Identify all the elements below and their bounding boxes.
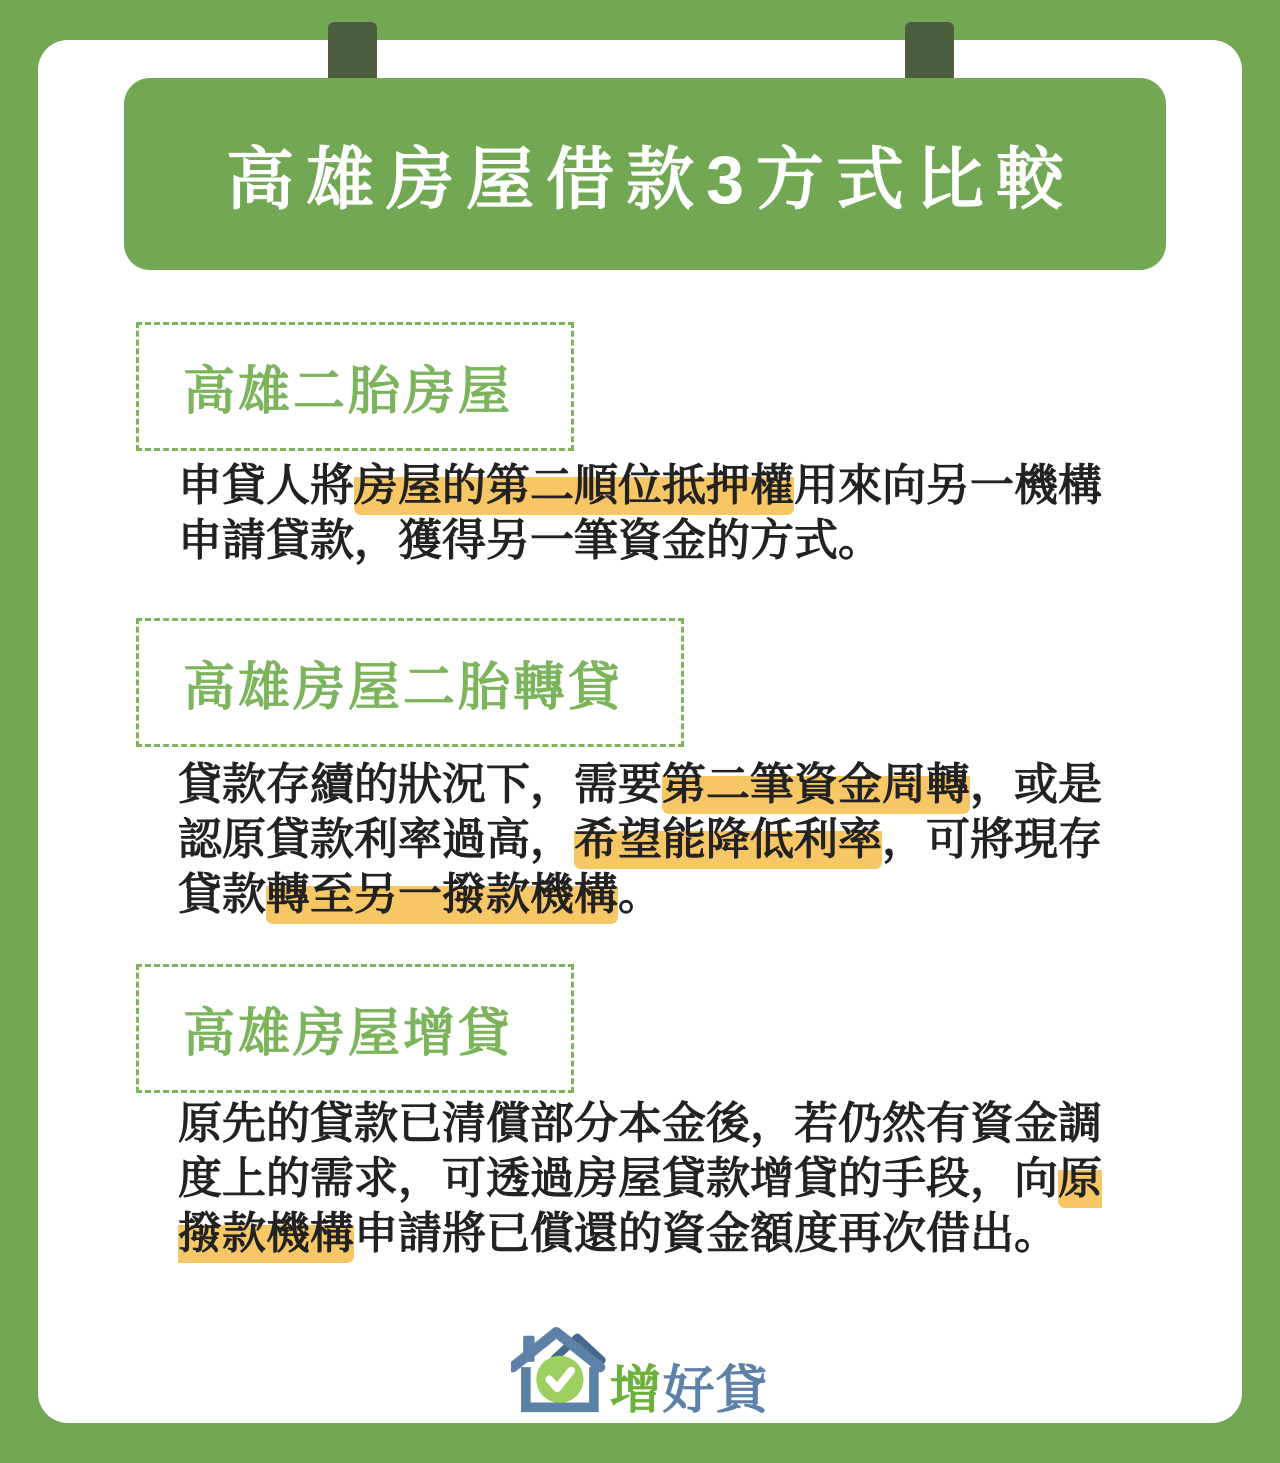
paragraph-text: ，可將現存貸款 [178,815,1102,919]
section-title-box-loan-increase [136,964,574,1093]
paragraph-text: 申貸人將 [178,461,354,510]
brand-name [609,1348,768,1423]
section-paragraph [178,1096,1124,1261]
paragraph-text: ，或是認原貸款利率過高， [178,760,1102,864]
highlighted-text: 原撥款機構 [178,1154,1102,1263]
page-title: 高雄房屋借款3方式比較 [226,141,1076,218]
highlighted-text: 房屋的第二順位抵押權 [354,461,794,515]
paragraph-text: 申請將已償還的資金額度再次借出。 [354,1209,1058,1258]
section-paragraph [178,757,1124,922]
paragraph-text: 用來向另一機構申請貸款，獲得另一筆資金的方式。 [178,461,1102,565]
paragraph-text: 。 [618,870,662,919]
brand-name-first-char: 增 [609,1362,663,1420]
house-with-checkmark-icon [511,1318,607,1418]
title-banner [124,78,1166,270]
brand-logo [0,1318,1280,1423]
highlighted-text: 第二筆資金周轉 [662,760,970,814]
section-title: 高雄二胎房屋 [183,363,514,421]
section-paragraph [178,458,1124,568]
highlighted-text: 希望能降低利率 [574,815,882,869]
paragraph-text: 貸款存續的狀況下，需要 [178,760,662,809]
paragraph-text: 原先的貸款已清償部分本金後，若仍然有資金調度上的需求，可透過房屋貸款增貸的手段，向 [178,1099,1102,1203]
section-title: 高雄房屋二胎轉貸 [183,659,624,717]
highlighted-text: 轉至另一撥款機構 [266,870,618,924]
section-title-box-second-mortgage [136,322,574,451]
section-title-box-refinance [136,618,684,747]
brand-name-rest: 好貸 [662,1362,769,1420]
section-title: 高雄房屋增貸 [183,1005,514,1063]
